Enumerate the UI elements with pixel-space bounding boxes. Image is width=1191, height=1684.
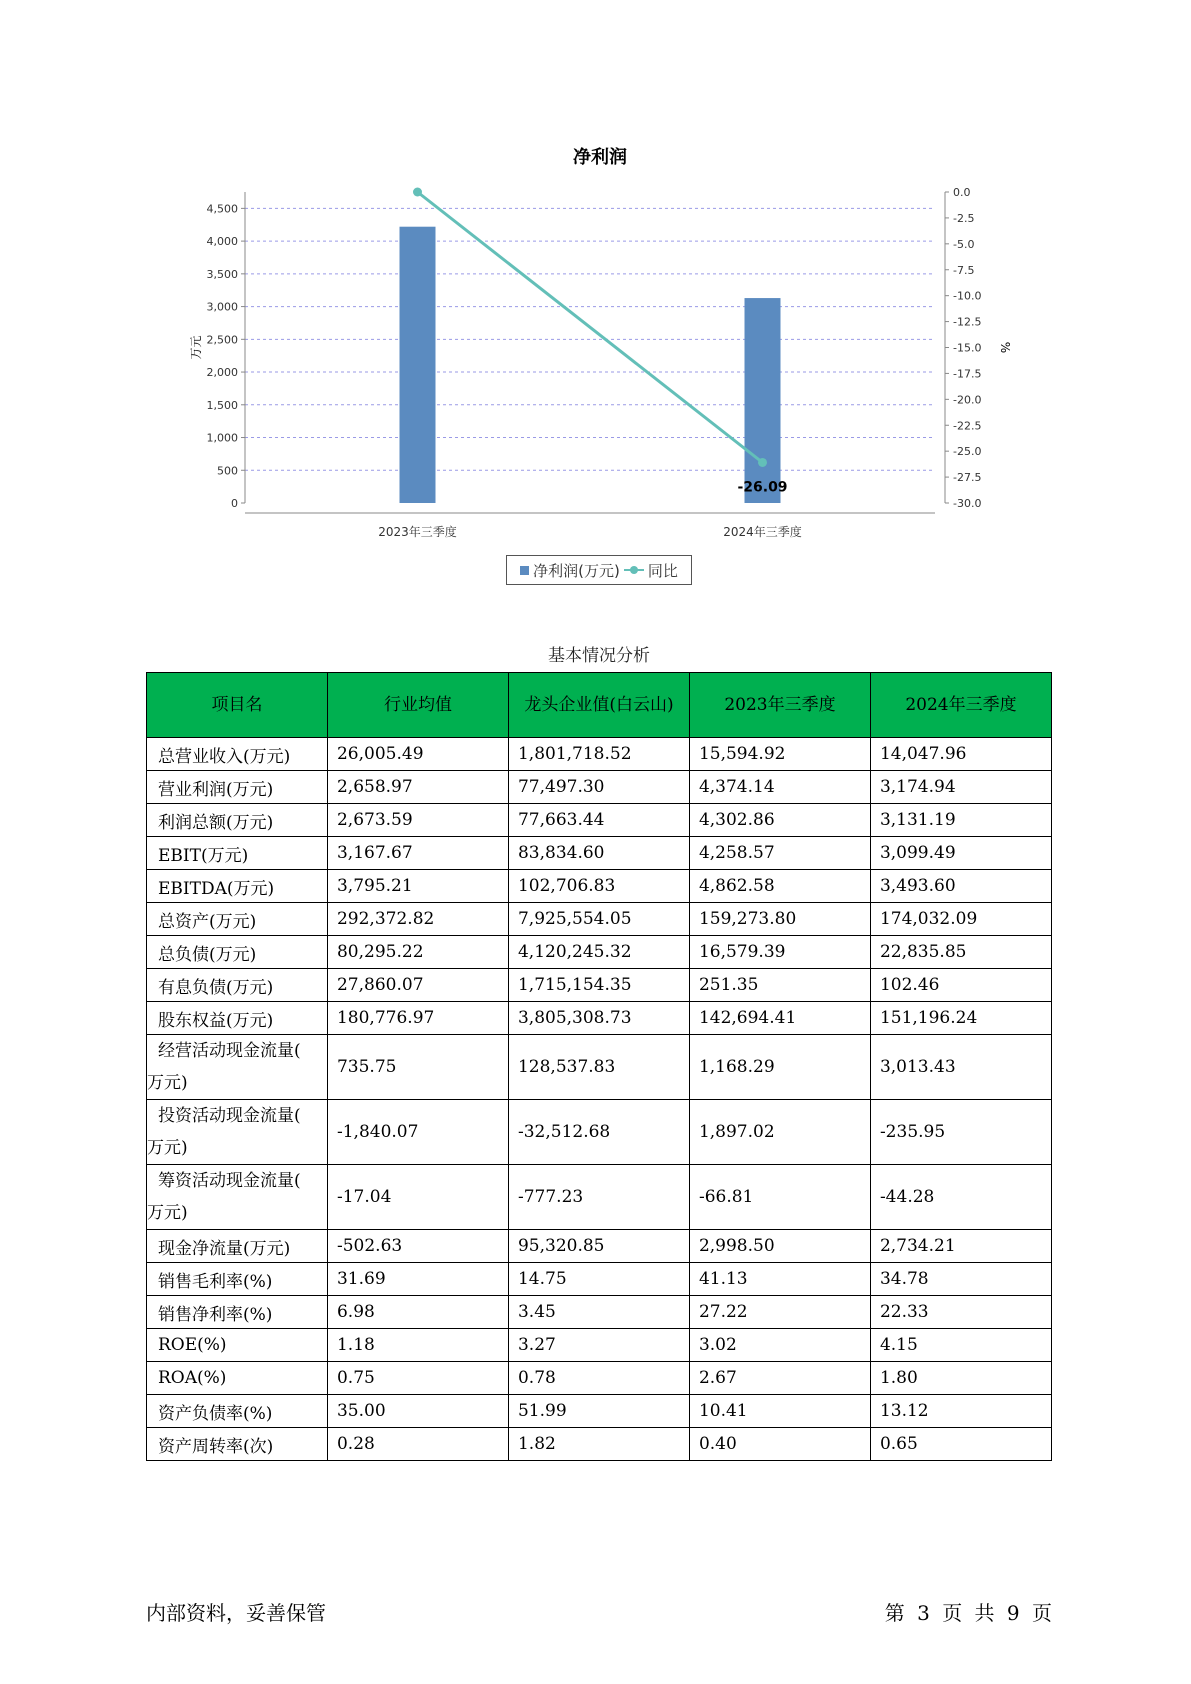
row-value: 151,196.24	[870, 1002, 1051, 1035]
y-tick-label: 1,500	[206, 398, 238, 412]
row-value: 77,663.44	[508, 804, 689, 837]
header-item-name: 项目名	[147, 673, 328, 738]
row-label-line2: 万元)	[147, 1138, 188, 1158]
row-value: 735.75	[327, 1035, 508, 1100]
row-value: 95,320.85	[508, 1230, 689, 1263]
row-value: 3,805,308.73	[508, 1002, 689, 1035]
y-tick-label: 3,000	[206, 300, 238, 314]
row-value: -1,840.07	[327, 1100, 508, 1165]
y2-tick-label: -2.5	[953, 211, 975, 225]
y-axis-title: 万元	[189, 335, 203, 360]
y2-tick-label: -27.5	[953, 471, 982, 485]
table-row	[147, 1035, 1052, 1100]
row-value: 4.15	[870, 1329, 1051, 1362]
row-value: 174,032.09	[870, 903, 1051, 936]
row-value: 27,860.07	[327, 969, 508, 1002]
row-label: EBIT(万元)	[147, 837, 328, 870]
y2-tick-label: -5.0	[953, 237, 975, 251]
row-value: -44.28	[870, 1165, 1051, 1230]
table-row	[147, 936, 1052, 969]
row-value: 2,658.97	[327, 771, 508, 804]
legend-line-swatch	[624, 565, 644, 575]
row-value: 4,258.57	[689, 837, 870, 870]
y2-tick-label: -30.0	[953, 497, 982, 510]
row-label-line1: 投资活动现金流量(	[158, 1106, 301, 1126]
chart-legend	[506, 555, 692, 585]
x-tick-label: 2024年三季度	[723, 525, 802, 539]
table-row	[147, 1100, 1052, 1165]
row-value: 0.40	[689, 1428, 870, 1461]
row-value: 128,537.83	[508, 1035, 689, 1100]
y-tick-label: 2,500	[206, 333, 238, 347]
header-industry-avg: 行业均值	[327, 673, 508, 738]
table-row	[147, 804, 1052, 837]
row-value: -32,512.68	[508, 1100, 689, 1165]
row-value: 142,694.41	[689, 1002, 870, 1035]
row-value: 14.75	[508, 1263, 689, 1296]
legend-line-label: 同比	[647, 561, 678, 580]
row-value: 83,834.60	[508, 837, 689, 870]
table-row	[147, 837, 1052, 870]
row-value: 1.80	[870, 1362, 1051, 1395]
y2-axis-title: %	[998, 341, 1012, 354]
y2-tick-label: -20.0	[953, 393, 982, 407]
row-value: 3,013.43	[870, 1035, 1051, 1100]
table-row	[147, 969, 1052, 1002]
row-value: 2,998.50	[689, 1230, 870, 1263]
y2-tick-label: -12.5	[953, 315, 982, 329]
row-label: 现金净流量(万元)	[147, 1230, 328, 1263]
y-tick-label: 1,000	[206, 431, 238, 445]
row-value: 102,706.83	[508, 870, 689, 903]
y2-tick-label: 0.0	[953, 186, 971, 199]
row-label: 资产周转率(次)	[147, 1428, 328, 1461]
table-row	[147, 1263, 1052, 1296]
yoy-point-1	[413, 188, 422, 197]
row-label: 总营业收入(万元)	[147, 738, 328, 771]
bar-1	[400, 227, 436, 503]
table-row	[147, 1230, 1052, 1263]
financial-table	[146, 672, 1052, 1461]
y2-tick-label: -25.0	[953, 445, 982, 459]
row-value: 77,497.30	[508, 771, 689, 804]
table-row	[147, 1395, 1052, 1428]
table-row	[147, 771, 1052, 804]
yoy-data-label: -26.09	[737, 479, 788, 496]
row-value: 3.27	[508, 1329, 689, 1362]
row-value: 16,579.39	[689, 936, 870, 969]
net-profit-chart	[170, 140, 1050, 600]
y-tick-label: 4,000	[206, 235, 238, 249]
table-row	[147, 1329, 1052, 1362]
row-value: 35.00	[327, 1395, 508, 1428]
row-value: 1.18	[327, 1329, 508, 1362]
row-label-line2: 万元)	[147, 1203, 188, 1223]
row-value: 292,372.82	[327, 903, 508, 936]
row-label	[147, 1035, 328, 1100]
row-value: 4,862.58	[689, 870, 870, 903]
row-label: 股东权益(万元)	[147, 1002, 328, 1035]
row-label: 资产负债率(%)	[147, 1395, 328, 1428]
table-row	[147, 738, 1052, 771]
y-tick-label: 0	[231, 497, 238, 510]
row-value: 2,734.21	[870, 1230, 1051, 1263]
y2-tick-label: -22.5	[953, 419, 982, 433]
y-tick-label: 2,000	[206, 366, 238, 380]
table-row	[147, 903, 1052, 936]
row-label: 利润总额(万元)	[147, 804, 328, 837]
row-value: -777.23	[508, 1165, 689, 1230]
row-label	[147, 1165, 328, 1230]
row-value: 4,120,245.32	[508, 936, 689, 969]
y2-tick-label: -15.0	[953, 341, 982, 355]
y2-tick-label: -7.5	[953, 263, 975, 277]
row-value: -235.95	[870, 1100, 1051, 1165]
row-label: 销售毛利率(%)	[147, 1263, 328, 1296]
row-value: 4,302.86	[689, 804, 870, 837]
header-leader-value: 龙头企业值(白云山)	[508, 673, 689, 738]
row-value: 15,594.92	[689, 738, 870, 771]
table-row	[147, 1362, 1052, 1395]
row-label: 销售净利率(%)	[147, 1296, 328, 1329]
row-value: 3,131.19	[870, 804, 1051, 837]
legend-bar-swatch	[520, 566, 529, 575]
row-value: 0.75	[327, 1362, 508, 1395]
table-row	[147, 1165, 1052, 1230]
table-caption: 基本情况分析	[548, 646, 650, 666]
row-value: 3,795.21	[327, 870, 508, 903]
row-label-line1: 经营活动现金流量(	[158, 1041, 301, 1061]
row-value: 31.69	[327, 1263, 508, 1296]
row-label: 营业利润(万元)	[147, 771, 328, 804]
row-value: 1,801,718.52	[508, 738, 689, 771]
header-2023q3: 2023年三季度	[689, 673, 870, 738]
footer-confidential: 内部资料，妥善保管	[146, 1601, 326, 1625]
row-value: 22,835.85	[870, 936, 1051, 969]
table-row	[147, 1002, 1052, 1035]
row-value: 102.46	[870, 969, 1051, 1002]
row-value: 13.12	[870, 1395, 1051, 1428]
legend-item-bar	[520, 560, 620, 581]
row-value: 34.78	[870, 1263, 1051, 1296]
y2-tick-label: -10.0	[953, 289, 982, 303]
y2-tick-label: -17.5	[953, 367, 982, 381]
row-label-line2: 万元)	[147, 1073, 188, 1093]
legend-item-line	[624, 560, 678, 581]
row-value: 3,167.67	[327, 837, 508, 870]
row-value: 1,168.29	[689, 1035, 870, 1100]
row-value: 1,715,154.35	[508, 969, 689, 1002]
table-row	[147, 1296, 1052, 1329]
row-value: 0.28	[327, 1428, 508, 1461]
row-value: 27.22	[689, 1296, 870, 1329]
row-label	[147, 1100, 328, 1165]
row-label: ROA(%)	[147, 1362, 328, 1395]
row-value: 3.45	[508, 1296, 689, 1329]
row-value: 3.02	[689, 1329, 870, 1362]
y-tick-label: 4,500	[206, 202, 238, 216]
row-value: 3,099.49	[870, 837, 1051, 870]
row-value: 1,897.02	[689, 1100, 870, 1165]
legend-bar-label: 净利润(万元)	[533, 561, 620, 580]
row-value: 41.13	[689, 1263, 870, 1296]
row-value: -502.63	[327, 1230, 508, 1263]
y-tick-label: 3,500	[206, 267, 238, 281]
row-value: 2.67	[689, 1362, 870, 1395]
header-2024q3: 2024年三季度	[870, 673, 1051, 738]
row-value: 10.41	[689, 1395, 870, 1428]
row-value: -17.04	[327, 1165, 508, 1230]
yoy-line	[418, 192, 763, 462]
row-label: EBITDA(万元)	[147, 870, 328, 903]
row-value: 1.82	[508, 1428, 689, 1461]
yoy-point-2	[758, 458, 767, 467]
row-value: 51.99	[508, 1395, 689, 1428]
row-value: 180,776.97	[327, 1002, 508, 1035]
row-label: 总负债(万元)	[147, 936, 328, 969]
chart-canvas	[170, 140, 1050, 550]
table-body	[147, 738, 1052, 1461]
row-value: -66.81	[689, 1165, 870, 1230]
row-value: 0.78	[508, 1362, 689, 1395]
row-value: 22.33	[870, 1296, 1051, 1329]
row-value: 80,295.22	[327, 936, 508, 969]
row-label: ROE(%)	[147, 1329, 328, 1362]
table-row	[147, 870, 1052, 903]
row-value: 3,174.94	[870, 771, 1051, 804]
row-value: 0.65	[870, 1428, 1051, 1461]
row-value: 14,047.96	[870, 738, 1051, 771]
row-label: 有息负债(万元)	[147, 969, 328, 1002]
chart-title: 净利润	[573, 147, 627, 168]
row-value: 3,493.60	[870, 870, 1051, 903]
row-value: 26,005.49	[327, 738, 508, 771]
y-tick-label: 500	[217, 464, 238, 478]
table-row	[147, 1428, 1052, 1461]
row-value: 6.98	[327, 1296, 508, 1329]
row-label: 总资产(万元)	[147, 903, 328, 936]
row-value: 7,925,554.05	[508, 903, 689, 936]
row-value: 251.35	[689, 969, 870, 1002]
footer-page-number: 第 3 页 共 9 页	[884, 1601, 1052, 1625]
bar-2	[745, 298, 781, 503]
row-value: 4,374.14	[689, 771, 870, 804]
row-value: 159,273.80	[689, 903, 870, 936]
row-label-line1: 筹资活动现金流量(	[158, 1171, 301, 1191]
x-tick-label: 2023年三季度	[378, 525, 457, 539]
row-value: 2,673.59	[327, 804, 508, 837]
table-header-row	[147, 673, 1052, 738]
